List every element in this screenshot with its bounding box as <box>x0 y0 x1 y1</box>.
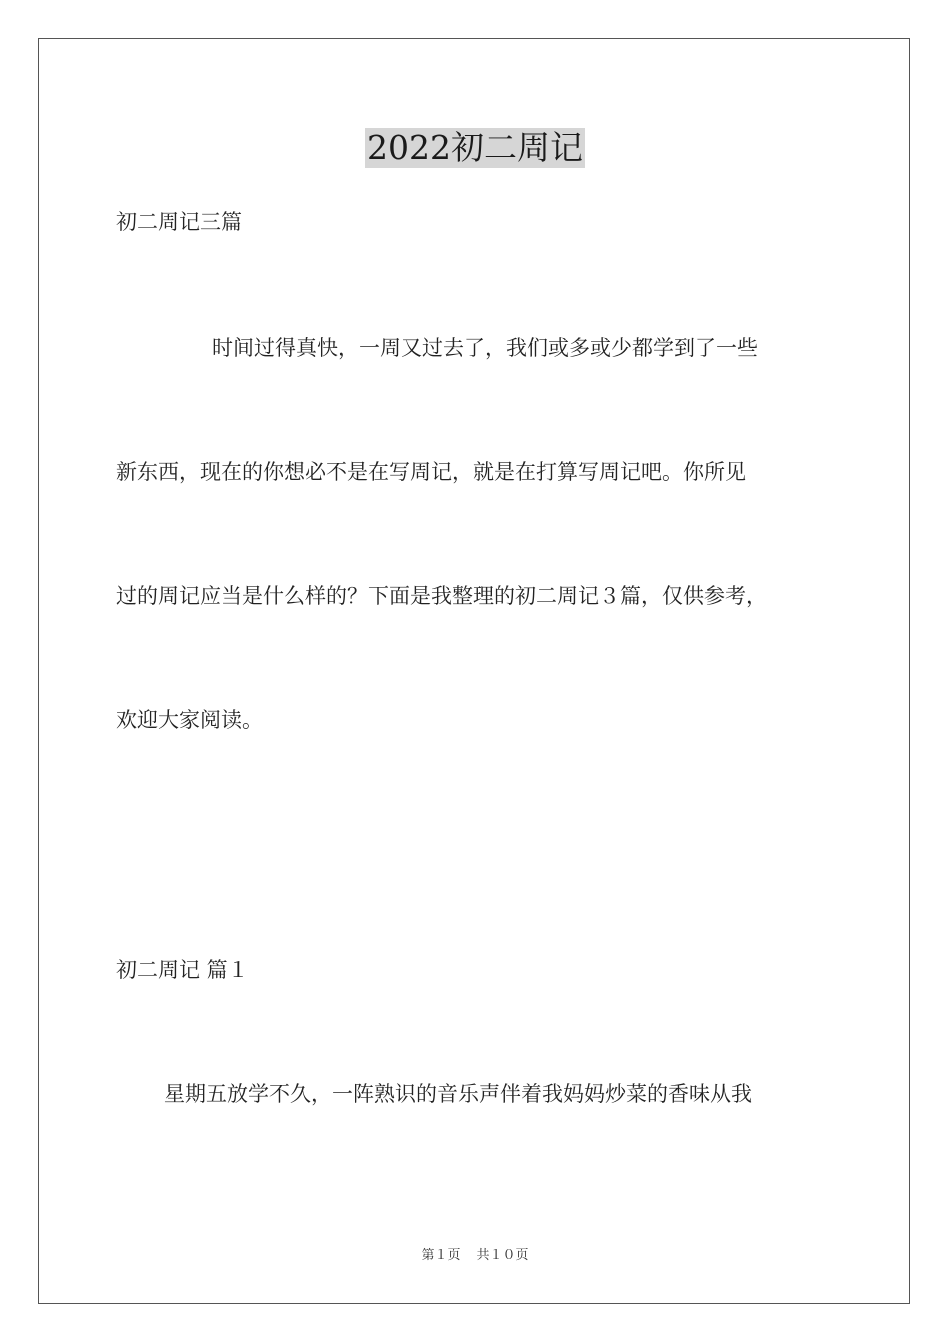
document-title <box>0 128 950 168</box>
intro-line-1: 时间过得真快，一周又过去了，我们或多或少都学到了一些 <box>212 336 758 360</box>
page-footer <box>0 1247 950 1265</box>
intro-line-2: 新东西，现在的你想必不是在写周记，就是在打算写周记吧。你所见 <box>116 460 746 484</box>
section-heading: 初二周记 篇１ <box>116 958 249 982</box>
intro-line-3: 过的周记应当是什么样的？下面是我整理的初二周记３篇，仅供参考， <box>116 584 767 608</box>
intro-line-4: 欢迎大家阅读。 <box>116 708 263 732</box>
section-line-1: 星期五放学不久，一阵熟识的音乐声伴着我妈妈炒菜的香味从我 <box>164 1082 752 1106</box>
document-subtitle: 初二周记三篇 <box>116 210 242 234</box>
page-total: 共１０页 <box>476 1248 529 1263</box>
document-title-text: 2022初二周记 <box>367 128 583 167</box>
page-number: 第１页 <box>421 1248 461 1263</box>
